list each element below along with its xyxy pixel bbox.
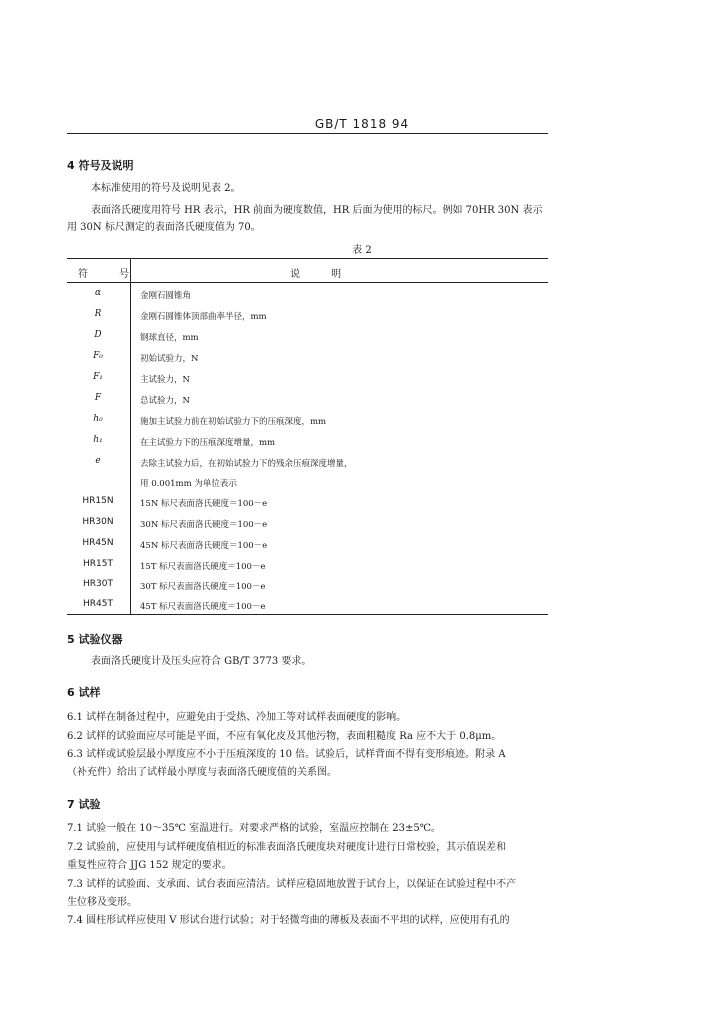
section-6-para-2: 6.2 试样的试验面应尽可能是平面，不应有氧化皮及其他污物，表面粗糙度 Ra 应不大于 0.8μm。	[67, 731, 502, 742]
table-row-symbol: HR30T	[83, 579, 113, 589]
section-7-para-2b: 重复性应符合 JJG 152 规定的要求。	[67, 860, 232, 871]
table-bottom-rule	[67, 614, 548, 615]
table-row-desc: 15T 标尺表面洛氏硬度＝100－e	[140, 562, 266, 572]
table-caption: 表 2	[352, 245, 372, 256]
section-6-para-3a: 6.3 试样或试验层最小厚度应不小于压痕深度的 10 倍。试验后，试样背面不得有变形痕迹。附录 A	[67, 749, 506, 760]
section-7-para-3b: 生位移及变形。	[67, 897, 137, 908]
table-row-symbol: D	[94, 330, 102, 340]
section-4-title: 4 符号及说明	[67, 159, 134, 172]
section-6-para-1: 6.1 试样在制备过程中，应避免由于受热、冷加工等对试样表面硬度的影响。	[67, 712, 407, 723]
page-header: GB/T 1818 94	[314, 117, 410, 131]
table-row-symbol: HR15T	[83, 559, 113, 569]
table-row-symbol: HR45N	[82, 538, 114, 548]
section-7-para-3a: 7.3 试样的试验面、支承面、试台表面应清洁。试样应稳固地放置于试台上，以保证在试验过程中不产	[67, 879, 517, 890]
table-row-symbol: HR45T	[83, 599, 113, 609]
table-row-desc-continued: 用 0.001mm 为单位表示	[140, 479, 237, 489]
header-rule	[67, 133, 548, 134]
table-row-desc: 总试验力，N	[140, 396, 190, 406]
table-row-desc: 金刚石圆锥角	[140, 291, 192, 301]
table-row-desc: 30N 标尺表面洛氏硬度＝100－e	[140, 520, 268, 530]
table-row-symbol: e	[95, 456, 101, 466]
table-row-desc: 金刚石圆锥体顶部曲率半径，mm	[140, 312, 267, 322]
section-6-title: 6 试样	[67, 686, 101, 699]
table-row-desc: 在主试验力下的压痕深度增量，mm	[140, 438, 276, 448]
table-row-symbol: R	[94, 309, 102, 319]
table-row-desc: 30T 标尺表面洛氏硬度＝100－e	[140, 582, 266, 592]
section-7-para-2a: 7.2 试验前，应使用与试样硬度值相近的标准表面洛氏硬度块对硬度计进行日常校验，其示值误差和	[67, 842, 507, 853]
section-5-title: 5 试验仪器	[67, 633, 123, 646]
table-row-desc: 45T 标尺表面洛氏硬度＝100－e	[140, 602, 266, 612]
section-7-para-4: 7.4 圆柱形试样应使用 V 形试台进行试验；对于轻微弯曲的薄板及表面不平坦的试样，应使用有孔的	[67, 915, 510, 926]
table-row-desc: 15N 标尺表面洛氏硬度＝100－e	[140, 499, 268, 509]
table-row-desc: 45N 标尺表面洛氏硬度＝100－e	[140, 541, 268, 551]
table-row-desc: 钢球直径，mm	[140, 333, 199, 343]
table-header-description: 说 明	[290, 269, 356, 280]
table-row-symbol: HR30N	[82, 517, 114, 527]
table-top-rule	[67, 258, 548, 259]
table-row-desc: 去除主试验力后，在初始试验力下的残余压痕深度增量，	[140, 459, 353, 469]
section-4-para-1: 本标准使用的符号及说明见表 2。	[91, 183, 241, 194]
section-5-para-1: 表面洛氏硬度计及压头应符合 GB/T 3773 要求。	[91, 656, 312, 667]
table-row-symbol: α	[94, 288, 102, 298]
table-row-symbol: F₀	[93, 351, 103, 361]
table-row-desc: 施加主试验力前在初始试验力下的压痕深度，mm	[140, 417, 327, 427]
table-row-desc: 主试验力，N	[140, 375, 190, 385]
table-header-rule	[67, 282, 548, 283]
section-7-title: 7 试验	[67, 798, 101, 811]
section-7-para-1: 7.1 试验一般在 10～35℃ 室温进行。对要求严格的试验，室温应控制在 23±5℃。	[67, 823, 441, 834]
section-4-para-2a: 表面洛氏硬度用符号 HR 表示，HR 前面为硬度数值，HR 后面为使用的标尺。例如 70HR 30N 表示	[91, 205, 543, 216]
section-6-para-3b: （补充件）给出了试样最小厚度与表面洛氏硬度值的关系图。	[67, 767, 337, 778]
table-row-symbol: F	[94, 393, 102, 403]
table-column-divider	[130, 258, 131, 614]
table-row-symbol: HR15N	[82, 496, 114, 506]
table-row-symbol: h₁	[93, 435, 103, 445]
table-header-symbol: 符 号	[78, 269, 144, 280]
section-4-para-2b: 用 30N 标尺测定的表面洛氏硬度值为 70。	[67, 222, 261, 233]
table-row-desc: 初始试验力，N	[140, 354, 199, 364]
table-row-symbol: h₀	[93, 414, 103, 424]
table-row-symbol: F₁	[93, 372, 103, 382]
